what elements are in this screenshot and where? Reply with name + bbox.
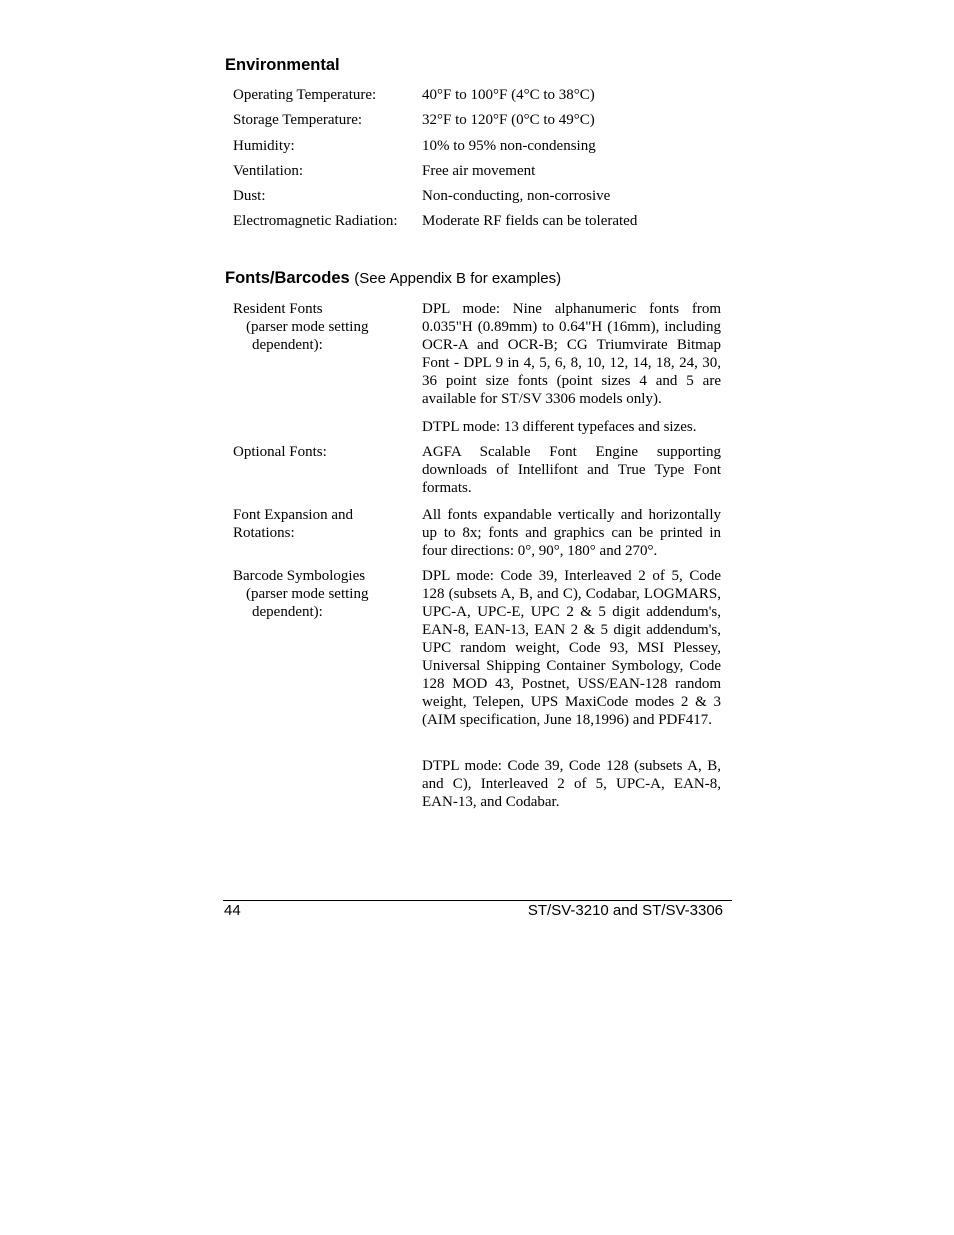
label-line: Resident Fonts [233,301,323,317]
label-line: Barcode Symbologies [233,568,366,584]
label-line: Font Expansion and [233,507,353,523]
environmental-heading: Environmental [225,56,340,74]
env-label: Electromagnetic Radiation: [233,213,398,229]
page-number: 44 [224,902,241,919]
env-label: Storage Temperature: [233,112,363,128]
label-line: (parser mode setting [246,319,369,335]
env-row-electromagnetic-radiation [233,212,733,232]
env-row-dust [233,187,733,207]
env-row-operating-temperature [233,86,733,106]
env-value: 40°F to 100°F (4°C to 38°C) [422,87,595,103]
fonts-barcodes-heading [225,269,561,288]
env-row-storage-temperature [233,111,733,131]
optional-fonts-text: AGFA Scalable Font Engine supporting downloads of Intellifont and True Type Font formats. [422,444,721,496]
barcode-symbologies-label [233,567,413,621]
footer-rule [223,900,732,901]
env-value: Free air movement [422,163,536,179]
font-expansion-text: All fonts expandable vertically and horizontally up to 8x; fonts and graphics can be printed in four directions: 0°, 90°, 180° and 270°. [422,507,721,559]
label-line: Optional Fonts: [233,444,327,460]
env-value: 10% to 95% non-condensing [422,138,596,154]
env-label: Humidity: [233,138,295,154]
barcode-dpl-text: DPL mode: Code 39, Interleaved 2 of 5, Code 128 (subsets A, B, and C), Codabar, LOGMARS, UPC-A, UPC-E, UPC 2 & 5 digit addendum's, EAN-8, EAN-13, EAN 2 & 5 digit addendum's, UPC random weight, Code 93, MSI Plessey, Universal Shipping Container Symbology, Code 128 MOD 43, Postnet, USS/EAN-128 random weight, Telepen, UPS MaxiCode modes 2 & 3 (AIM specification, June 18,1996) and PDF417. [422,568,721,728]
resident-fonts-dpl-text: DPL mode: Nine alphanumeric fonts from 0.035"H (0.89mm) to 0.64"H (16mm), including OCR-A and OCR-B; CG Triumvirate Bitmap Font - DPL 9 in 4, 5, 6, 8, 10, 12, 14, 18, 24, 30, 36 point size fonts (point sizes 4 and 5 are available for ST/SV 3306 models only). [422,301,721,407]
label-line: dependent): [252,604,323,620]
env-label: Ventilation: [233,163,303,179]
label-line: dependent): [252,337,323,353]
label-line: Rotations: [233,525,295,541]
barcode-dtpl-text: DTPL mode: Code 39, Code 128 (subsets A, B, and C), Interleaved 2 of 5, UPC-A, EAN-8, EAN-13, and Codabar. [422,758,721,810]
env-row-humidity [233,137,733,157]
label-line: (parser mode setting [246,586,369,602]
resident-fonts-label [233,300,413,354]
env-label: Dust: [233,188,266,204]
fonts-barcodes-title: Fonts/Barcodes [225,269,350,287]
env-label: Operating Temperature: [233,87,377,103]
optional-fonts-label [233,443,413,461]
font-expansion-label [233,506,413,542]
env-row-ventilation [233,162,733,182]
env-value: Moderate RF fields can be tolerated [422,213,638,229]
footer-title: ST/SV-3210 and ST/SV-3306 [527,902,723,919]
env-value: Non-conducting, non-corrosive [422,188,611,204]
env-value: 32°F to 120°F (0°C to 49°C) [422,112,595,128]
resident-fonts-dtpl-text: DTPL mode: 13 different typefaces and sizes. [422,419,697,435]
fonts-barcodes-subtitle: (See Appendix B for examples) [354,270,562,287]
